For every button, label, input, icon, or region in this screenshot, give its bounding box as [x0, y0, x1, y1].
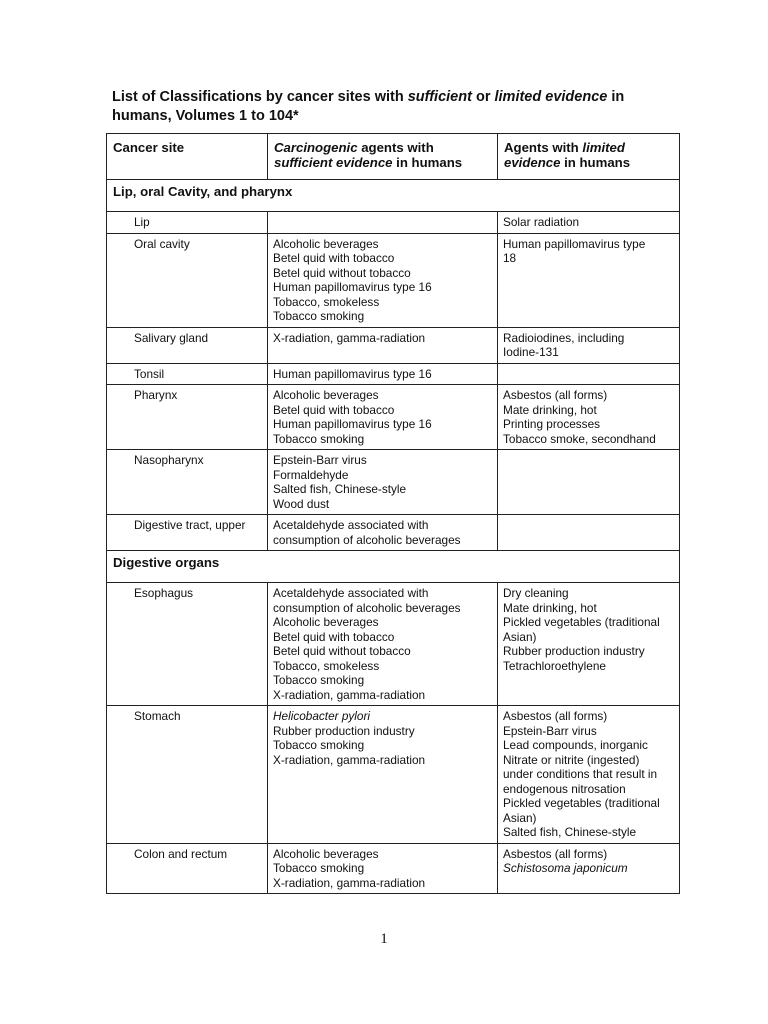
- cell-line: Tobacco smoke, secondhand: [503, 431, 656, 446]
- cell-line: Mate drinking, hot: [503, 402, 597, 417]
- cell-line: under conditions that result in: [503, 767, 658, 781]
- cell-line: Human papillomavirus type: [503, 236, 646, 251]
- cell-line: Wood dust: [273, 496, 330, 511]
- cell-line: Betel quid without tobacco: [273, 644, 411, 658]
- cell-line: Dry cleaning: [503, 586, 569, 600]
- cell-line: X-radiation, gamma-radiation: [273, 330, 426, 345]
- cell-line: Lead compounds, inorganic: [503, 738, 648, 752]
- table-row: [107, 212, 680, 234]
- cell-line: X-radiation, gamma-radiation: [273, 752, 426, 767]
- cell-line: Betel quid with tobacco: [273, 629, 395, 644]
- table-row: [107, 583, 680, 706]
- cell-line: Betel quid with tobacco: [273, 251, 395, 265]
- limited-evidence-cell: [498, 327, 680, 363]
- cell-line: Tobacco, smokeless: [273, 294, 380, 309]
- cancer-site-cell: Colon and rectum: [107, 843, 268, 894]
- header-limited-evidence: Agents with limited evidence in humans: [498, 134, 680, 180]
- cell-line: Iodine-131: [503, 345, 559, 359]
- cell-line: Printing processes: [503, 417, 601, 431]
- cancer-site-cell: Lip: [107, 212, 268, 234]
- section-header-row: [107, 551, 680, 583]
- table-row: [107, 233, 680, 327]
- cell-line: Tobacco smoking: [273, 431, 365, 446]
- cell-line: Tetrachloroethylene: [503, 658, 606, 673]
- limited-evidence-cell: [498, 363, 680, 385]
- limited-evidence-cell: [498, 706, 680, 844]
- cell-line: Salted fish, Chinese-style: [503, 825, 637, 839]
- cell-line: Asbestos (all forms): [503, 846, 608, 861]
- cancer-site-cell: Nasopharynx: [107, 450, 268, 515]
- cell-line: Tobacco smoking: [273, 738, 365, 752]
- cell-line: Human papillomavirus type 16: [273, 366, 432, 381]
- table-header-row: [107, 134, 680, 180]
- sufficient-evidence-cell: [268, 212, 498, 234]
- cell-line: Epstein-Barr virus: [503, 723, 597, 738]
- table-row: [107, 450, 680, 515]
- cell-line: Helicobacter pylori: [273, 709, 371, 723]
- cell-line: X-radiation, gamma-radiation: [273, 875, 426, 890]
- sufficient-evidence-cell: [268, 843, 498, 894]
- cell-line: Pickled vegetables (traditional: [503, 796, 660, 810]
- cell-line: Tobacco smoking: [273, 861, 365, 875]
- cell-line: Tobacco smoking: [273, 673, 365, 687]
- limited-evidence-cell: [498, 385, 680, 450]
- cell-line: Asian): [503, 810, 537, 825]
- cell-line: Betel quid without tobacco: [273, 265, 411, 280]
- cell-line: Rubber production industry: [273, 723, 415, 738]
- table-row: [107, 363, 680, 385]
- cancer-site-cell: Stomach: [107, 706, 268, 844]
- sufficient-evidence-cell: [268, 583, 498, 706]
- sufficient-evidence-cell: [268, 706, 498, 844]
- cell-line: consumption of alcoholic beverages: [273, 600, 461, 615]
- table-row: [107, 706, 680, 844]
- cell-line: consumption of alcoholic beverages: [273, 532, 461, 547]
- classification-table: [106, 133, 680, 894]
- cell-line: Tobacco smoking: [273, 309, 365, 323]
- cancer-site-cell: Esophagus: [107, 583, 268, 706]
- cancer-site-cell: Pharynx: [107, 385, 268, 450]
- sufficient-evidence-cell: [268, 450, 498, 515]
- cancer-site-cell: Salivary gland: [107, 327, 268, 363]
- cell-line: Alcoholic beverages: [273, 236, 379, 251]
- cell-line: Mate drinking, hot: [503, 600, 597, 615]
- limited-evidence-cell: [498, 583, 680, 706]
- sufficient-evidence-cell: [268, 385, 498, 450]
- cell-line: Tobacco, smokeless: [273, 658, 380, 673]
- section-header-row: [107, 180, 680, 212]
- cell-line: Alcoholic beverages: [273, 846, 379, 861]
- sufficient-evidence-cell: [268, 233, 498, 327]
- cell-line: Human papillomavirus type 16: [273, 417, 432, 431]
- table-row: [107, 843, 680, 894]
- limited-evidence-cell: [498, 843, 680, 894]
- table-body: [107, 180, 680, 894]
- cell-line: Asbestos (all forms): [503, 388, 608, 402]
- limited-evidence-cell: [498, 212, 680, 234]
- cell-line: X-radiation, gamma-radiation: [273, 687, 426, 702]
- table-row: [107, 515, 680, 551]
- cancer-site-cell: Oral cavity: [107, 233, 268, 327]
- cancer-site-cell: Tonsil: [107, 363, 268, 385]
- sufficient-evidence-cell: [268, 515, 498, 551]
- cell-line: endogenous nitrosation: [503, 781, 626, 796]
- cell-line: Asian): [503, 629, 537, 644]
- section-title: Lip, oral Cavity, and pharynx: [107, 180, 680, 212]
- cell-line: Formaldehyde: [273, 467, 349, 482]
- sufficient-evidence-cell: [268, 363, 498, 385]
- cell-line: Asbestos (all forms): [503, 709, 608, 723]
- cell-line: Acetaldehyde associated with: [273, 518, 429, 532]
- cell-line: Betel quid with tobacco: [273, 402, 395, 417]
- cell-line: Solar radiation: [503, 215, 580, 229]
- table-row: [107, 385, 680, 450]
- cell-line: Epstein-Barr virus: [273, 453, 367, 467]
- limited-evidence-cell: [498, 450, 680, 515]
- cancer-site-cell: Digestive tract, upper: [107, 515, 268, 551]
- document-title: List of Classifications by cancer sites with sufficient or limited evidence in humans, Volumes 1 to 104*: [112, 89, 625, 124]
- cell-line: 18: [503, 251, 517, 265]
- section-title: Digestive organs: [107, 551, 680, 583]
- cell-line: Radioiodines, including: [503, 330, 625, 345]
- cell-line: Rubber production industry: [503, 644, 645, 658]
- table-row: [107, 327, 680, 363]
- header-sufficient-evidence: Carcinogenic agents with sufficient evidence in humans: [268, 134, 498, 180]
- cell-line: Human papillomavirus type 16: [273, 280, 432, 294]
- cell-line: Acetaldehyde associated with: [273, 586, 429, 600]
- cell-line: Alcoholic beverages: [273, 615, 379, 629]
- cell-line: Salted fish, Chinese-style: [273, 482, 407, 496]
- limited-evidence-cell: [498, 515, 680, 551]
- cell-line: Schistosoma japonicum: [503, 861, 628, 875]
- page-number: 1: [380, 931, 388, 947]
- header-cancer-site: Cancer site: [107, 134, 268, 180]
- sufficient-evidence-cell: [268, 327, 498, 363]
- cell-line: Nitrate or nitrite (ingested): [503, 752, 640, 767]
- cell-line: Pickled vegetables (traditional: [503, 615, 660, 629]
- cell-line: Alcoholic beverages: [273, 388, 379, 402]
- limited-evidence-cell: [498, 233, 680, 327]
